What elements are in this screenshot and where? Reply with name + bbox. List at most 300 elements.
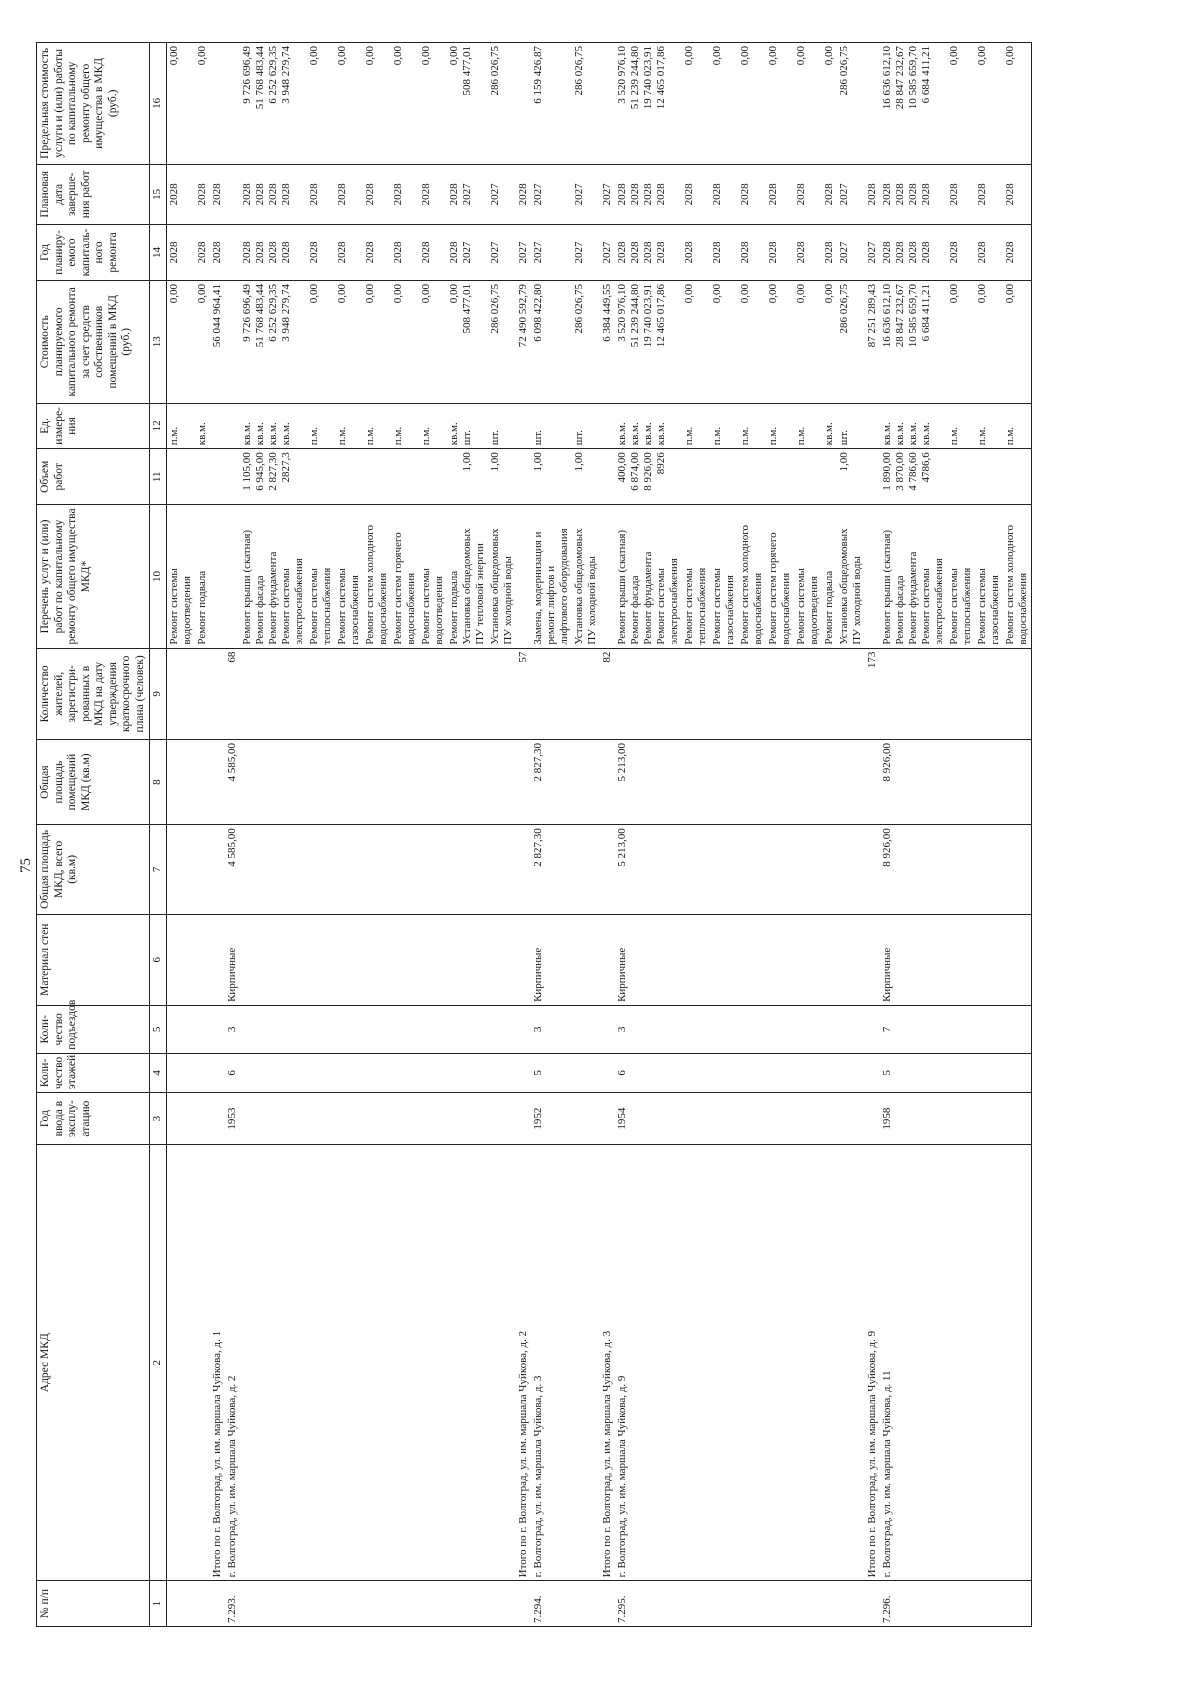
cell-line: 2028 (822, 183, 835, 206)
cell-line: кв.м. (654, 422, 667, 446)
cell-cost (766, 281, 794, 404)
cell-line: 2028 (266, 183, 279, 206)
cell-wall-material (766, 914, 794, 1005)
cell-unit (975, 403, 1003, 449)
column-number: 2 (150, 1145, 167, 1581)
header-repair-year: Год планиру-емого капиталь-ного ремонта (37, 224, 150, 280)
cell-year (865, 1093, 880, 1145)
cell-line: 0,00 (363, 284, 376, 304)
cell-entrances (682, 1005, 710, 1053)
cell-n (240, 1581, 307, 1627)
cell-line: теплоснабжения (320, 567, 333, 645)
cell-line: 6 098 422,80 (531, 284, 544, 342)
cell-works (615, 505, 682, 648)
cell-line: 2028 (766, 183, 779, 206)
cell-line: ПУ холодной воды (501, 556, 514, 645)
cell-total-area (1003, 825, 1032, 914)
cell-repair-year (975, 224, 1003, 280)
cell-line: п.м. (682, 426, 695, 446)
cell-wall-material (166, 914, 195, 1005)
cell-line: 508 477,01 (460, 284, 473, 334)
cell-line: 1,00 (488, 452, 501, 472)
cell-n (166, 1581, 195, 1627)
cell-line: 16 636 612,10 (880, 46, 893, 110)
cell-line: 2028 (975, 183, 988, 206)
cell-line: 2028 (947, 241, 960, 264)
cell-address (240, 1145, 307, 1581)
cell-premises-area (710, 740, 738, 825)
cell-works (794, 505, 822, 648)
cell-entrances (794, 1005, 822, 1053)
cell-line: 2028 (906, 183, 919, 206)
cell-premises-area (447, 740, 488, 825)
cell-wall-material (195, 914, 210, 1005)
cell-premises-area (1003, 740, 1032, 825)
cell-works (880, 505, 947, 648)
header-cost: Стоимость планируемого капитального ремонта за счет средств собственников помещений в МКД (руб.) (37, 281, 150, 404)
cell-premises-area (975, 740, 1003, 825)
table-row (822, 43, 837, 1627)
cell-floors (738, 1053, 766, 1092)
cell-address (682, 1145, 710, 1581)
cell-line: 0,00 (794, 284, 807, 304)
cell-line: Ремонт системы (419, 568, 432, 645)
header-total-area: Общая площадь МКД, всего (кв.м) (37, 825, 150, 914)
cell-line: шт. (572, 430, 585, 446)
cell-end-date (880, 164, 947, 224)
cell-line: 9 726 696,49 (240, 284, 253, 342)
cell-total-area (738, 825, 766, 914)
column-number: 16 (150, 43, 167, 165)
cell-unit (738, 403, 766, 449)
cell-entrances (766, 1005, 794, 1053)
cell-repair-year (837, 224, 865, 280)
cell-floors (975, 1053, 1003, 1092)
column-number: 1 (150, 1581, 167, 1627)
cell-line: 12 465 017,86 (654, 284, 667, 348)
cell-line: 2028 (1003, 241, 1016, 264)
header-address: Адрес МКД (37, 1145, 150, 1581)
table-row (447, 43, 488, 1627)
table-row (572, 43, 600, 1627)
cell-floors (488, 1053, 516, 1092)
cell-line: 51 239 244,80 (628, 46, 641, 110)
cell-line: теплоснабжения (695, 567, 708, 645)
cell-repair-year (488, 224, 516, 280)
cell-n (766, 1581, 794, 1627)
cell-premises-area (488, 740, 516, 825)
cell-line: 2028 (210, 183, 223, 206)
cell-entrances (391, 1005, 419, 1053)
cell-cost (837, 281, 865, 404)
cell-repair-year (531, 224, 572, 280)
cell-max-cost (225, 43, 240, 165)
cell-address (363, 1145, 391, 1581)
cell-floors: 6 (225, 1053, 240, 1092)
cell-cost (447, 281, 488, 404)
cell-max-cost (335, 43, 363, 165)
cell-total-area (363, 825, 391, 914)
table-row (391, 43, 419, 1627)
cell-line: 2028 (279, 183, 292, 206)
header-n: № п/п (37, 1581, 150, 1627)
cell-volume (880, 449, 947, 505)
cell-unit (516, 403, 531, 449)
cell-line: теплоснабжения (960, 567, 973, 645)
cell-entrances: 3 (225, 1005, 240, 1053)
cell-line: 0,00 (391, 284, 404, 304)
cell-line: 0,00 (419, 46, 432, 66)
cell-line: 0,00 (766, 46, 779, 66)
cell-total-area (166, 825, 195, 914)
table-row (865, 43, 880, 1627)
cell-residents (682, 648, 710, 739)
cell-line: 16 636 612,10 (880, 284, 893, 348)
table-row (947, 43, 975, 1627)
cell-line: п.м. (391, 426, 404, 446)
cell-wall-material (516, 914, 531, 1005)
cell-wall-material (600, 914, 615, 1005)
cell-repair-year (947, 224, 975, 280)
cell-year (738, 1093, 766, 1145)
cell-unit (615, 403, 682, 449)
cell-line: кв.м. (893, 422, 906, 446)
cell-volume (307, 449, 335, 505)
cell-unit (419, 403, 447, 449)
cell-wall-material (865, 914, 880, 1005)
cell-line: 1 105,00 (240, 452, 253, 491)
cell-total-area: 2 827,30 (531, 825, 572, 914)
cell-volume (488, 449, 516, 505)
cell-line: 2028 (919, 241, 932, 264)
cell-line: 2028 (975, 241, 988, 264)
cell-entrances (837, 1005, 865, 1053)
cell-total-area (975, 825, 1003, 914)
cell-total-area (837, 825, 865, 914)
cell-total-area (307, 825, 335, 914)
cell-line: 2028 (641, 183, 654, 206)
table-row (600, 43, 615, 1627)
cell-cost (1003, 281, 1032, 404)
header-volume: Объем работ (37, 449, 150, 505)
cell-residents: 68 (225, 648, 240, 739)
cell-repair-year (225, 224, 240, 280)
cell-n: 7.296. (880, 1581, 947, 1627)
cell-address: г. Волгоград, ул. им. маршала Чуйкова, д. 9 (615, 1145, 682, 1581)
cell-max-cost (447, 43, 488, 165)
cell-wall-material (822, 914, 837, 1005)
cell-address (488, 1145, 516, 1581)
cell-line: Ремонт подвала (822, 570, 835, 645)
cell-line: 2028 (641, 241, 654, 264)
cell-end-date (822, 164, 837, 224)
cell-line: 2027 (600, 241, 613, 264)
cell-line: Установка общедомовых (837, 528, 850, 645)
cell-premises-area (391, 740, 419, 825)
cell-repair-year (335, 224, 363, 280)
cell-year (837, 1093, 865, 1145)
cell-max-cost (837, 43, 865, 165)
cell-line: Ремонт крыши (скатная) (880, 529, 893, 645)
cell-residents (822, 648, 837, 739)
cell-line: 0,00 (307, 284, 320, 304)
cell-line: 51 768 483,44 (253, 284, 266, 348)
cell-line: 28 847 232,67 (893, 284, 906, 348)
cell-unit (947, 403, 975, 449)
cell-line: кв.м. (266, 422, 279, 446)
cell-premises-area (794, 740, 822, 825)
cell-line: 2028 (516, 183, 529, 206)
cell-line: водоснабжения (404, 572, 417, 645)
cell-works (335, 505, 363, 648)
cell-line: 1,00 (460, 452, 473, 472)
cell-line: Ремонт системы (279, 568, 292, 645)
cell-floors (682, 1053, 710, 1092)
cell-line: Ремонт систем холодного (1003, 525, 1016, 645)
cell-line: газоснабжения (723, 575, 736, 645)
table-row (615, 43, 682, 1627)
cell-n (195, 1581, 210, 1627)
cell-floors (195, 1053, 210, 1092)
cell-entrances (447, 1005, 488, 1053)
table-row (1003, 43, 1032, 1627)
cell-n (947, 1581, 975, 1627)
cell-floors (516, 1053, 531, 1092)
cell-line: Ремонт систем горячего (766, 532, 779, 645)
cell-line: 2028 (363, 241, 376, 264)
cell-n (488, 1581, 516, 1627)
cell-line: 286 026,75 (572, 284, 585, 334)
cell-entrances (600, 1005, 615, 1053)
cell-unit (794, 403, 822, 449)
cell-entrances (822, 1005, 837, 1053)
table-row (880, 43, 947, 1627)
header-max-cost: Предельная стоимость услуги и (или) работы по капитальному ремонту общего имущества в МКД (руб.) (37, 43, 150, 165)
cell-premises-area (240, 740, 307, 825)
cell-line: 6 384 449,55 (600, 284, 613, 342)
cell-line: 2028 (335, 183, 348, 206)
cell-line: Ремонт системы (794, 568, 807, 645)
cell-premises-area (822, 740, 837, 825)
cell-works (766, 505, 794, 648)
header-premises-area: Общая площадь помещений МКД (кв.м) (37, 740, 150, 825)
cell-total-area (600, 825, 615, 914)
cell-unit (391, 403, 419, 449)
cell-cost (600, 281, 615, 404)
cell-line: 2028 (710, 183, 723, 206)
cell-line: газоснабжения (988, 575, 1001, 645)
cell-premises-area (195, 740, 210, 825)
cell-works (947, 505, 975, 648)
cell-total-area (766, 825, 794, 914)
cell-entrances (710, 1005, 738, 1053)
cell-line: 0,00 (391, 46, 404, 66)
cell-residents (837, 648, 865, 739)
cell-n (822, 1581, 837, 1627)
cell-residents (572, 648, 600, 739)
cell-year (572, 1093, 600, 1145)
table-row (710, 43, 738, 1627)
cell-entrances (516, 1005, 531, 1053)
cell-line: водоснабжения (751, 572, 764, 645)
cell-line: газоснабжения (348, 575, 361, 645)
cell-line: кв.м. (906, 422, 919, 446)
cell-line: Ремонт фасада (893, 575, 906, 645)
cell-max-cost (738, 43, 766, 165)
cell-line: 2028 (195, 241, 208, 264)
table-row (335, 43, 363, 1627)
cell-total-area: 8 926,00 (880, 825, 947, 914)
cell-line: 2028 (195, 183, 208, 206)
cell-line: Ремонт крыши (скатная) (240, 529, 253, 645)
cell-line: п.м. (975, 426, 988, 446)
cell-volume (947, 449, 975, 505)
cell-end-date (335, 164, 363, 224)
cell-max-cost (210, 43, 225, 165)
cell-line: 0,00 (975, 46, 988, 66)
header-wall-material: Материал стен (37, 914, 150, 1005)
cell-end-date (975, 164, 1003, 224)
cell-address (195, 1145, 210, 1581)
column-number: 3 (150, 1093, 167, 1145)
cell-total-area (865, 825, 880, 914)
column-number-row (150, 43, 167, 1627)
cell-year (1003, 1093, 1032, 1145)
cell-repair-year (794, 224, 822, 280)
cell-line: 286 026,75 (488, 46, 501, 96)
cell-residents (307, 648, 335, 739)
cell-n (1003, 1581, 1032, 1627)
cell-works (531, 505, 572, 648)
cell-residents (531, 648, 572, 739)
cell-line: 2028 (419, 183, 432, 206)
cell-line: кв.м. (615, 422, 628, 446)
cell-cost (682, 281, 710, 404)
table-row (240, 43, 307, 1627)
cell-floors: 6 (615, 1053, 682, 1092)
cell-line: п.м. (363, 426, 376, 446)
cell-n (335, 1581, 363, 1627)
cell-repair-year (738, 224, 766, 280)
cell-works (391, 505, 419, 648)
cell-residents (615, 648, 682, 739)
cell-wall-material (488, 914, 516, 1005)
cell-residents (738, 648, 766, 739)
cell-works (682, 505, 710, 648)
table-row (225, 43, 240, 1627)
cell-line: 2027 (572, 183, 585, 206)
cell-line: 6 684 411,21 (919, 284, 932, 342)
cell-year (166, 1093, 195, 1145)
header-residents: Количество жителей, зарегистри-рованных в МКД на дату утверждения краткосрочного плана (человек) (37, 648, 150, 739)
cell-entrances: 3 (615, 1005, 682, 1053)
cell-line: 0,00 (766, 284, 779, 304)
cell-line: 2028 (682, 241, 695, 264)
cell-line: 2027 (837, 241, 850, 264)
cell-cost (419, 281, 447, 404)
cell-year (682, 1093, 710, 1145)
cell-volume (391, 449, 419, 505)
cell-unit (1003, 403, 1032, 449)
table-row (195, 43, 210, 1627)
header-entrances: Коли-чество подъездов (37, 1005, 150, 1053)
cell-cost (975, 281, 1003, 404)
cell-line: 2028 (253, 183, 266, 206)
cell-line: 2027 (600, 183, 613, 206)
cell-repair-year (822, 224, 837, 280)
cell-line: шт. (488, 430, 501, 446)
cell-entrances: 3 (531, 1005, 572, 1053)
cell-cost (794, 281, 822, 404)
cell-year (975, 1093, 1003, 1145)
cell-end-date (1003, 164, 1032, 224)
column-number: 10 (150, 505, 167, 648)
cell-residents (335, 648, 363, 739)
cell-line: ремонт лифтов и (544, 565, 557, 645)
cell-line: 0,00 (794, 46, 807, 66)
cell-address: Итого по г. Волгоград, ул. им. маршала Чуйкова, д. 2 (516, 1145, 531, 1581)
cell-residents (975, 648, 1003, 739)
cell-line: 0,00 (1003, 46, 1016, 66)
cell-line: электроснабжения (667, 558, 680, 645)
cell-line: 2028 (794, 241, 807, 264)
cell-line: 1 890,00 (880, 452, 893, 491)
cell-premises-area (210, 740, 225, 825)
cell-line: Ремонт систем холодного (363, 525, 376, 645)
cell-line: п.м. (1003, 426, 1016, 446)
cell-unit (822, 403, 837, 449)
cell-line: 0,00 (419, 284, 432, 304)
cell-unit (307, 403, 335, 449)
cell-total-area (210, 825, 225, 914)
table-row (682, 43, 710, 1627)
cell-max-cost (947, 43, 975, 165)
cell-premises-area (600, 740, 615, 825)
cell-unit (865, 403, 880, 449)
cell-unit (488, 403, 516, 449)
cell-total-area (335, 825, 363, 914)
cell-total-area (516, 825, 531, 914)
cell-total-area (794, 825, 822, 914)
cell-max-cost (710, 43, 738, 165)
cell-line: шт. (837, 430, 850, 446)
cell-max-cost (391, 43, 419, 165)
cell-residents (488, 648, 516, 739)
cell-year (363, 1093, 391, 1145)
cell-line: 2027 (516, 241, 529, 264)
cell-residents (766, 648, 794, 739)
cell-line: Ремонт фундамента (266, 551, 279, 645)
cell-line: 6 874,00 (628, 452, 641, 491)
cell-line: 2028 (682, 183, 695, 206)
cell-repair-year (166, 224, 195, 280)
cell-line: 6 252 629,35 (266, 284, 279, 342)
cell-max-cost (975, 43, 1003, 165)
cell-line: 2027 (572, 241, 585, 264)
cell-residents (710, 648, 738, 739)
cell-volume (1003, 449, 1032, 505)
cell-end-date (210, 164, 225, 224)
cell-floors (837, 1053, 865, 1092)
cell-volume (766, 449, 794, 505)
cell-year (195, 1093, 210, 1145)
cell-volume (419, 449, 447, 505)
cell-line: 6 159 426,87 (531, 46, 544, 104)
cell-wall-material (240, 914, 307, 1005)
cell-line: Ремонт системы (654, 568, 667, 645)
cell-line: 2028 (893, 241, 906, 264)
cell-line: 0,00 (738, 284, 751, 304)
